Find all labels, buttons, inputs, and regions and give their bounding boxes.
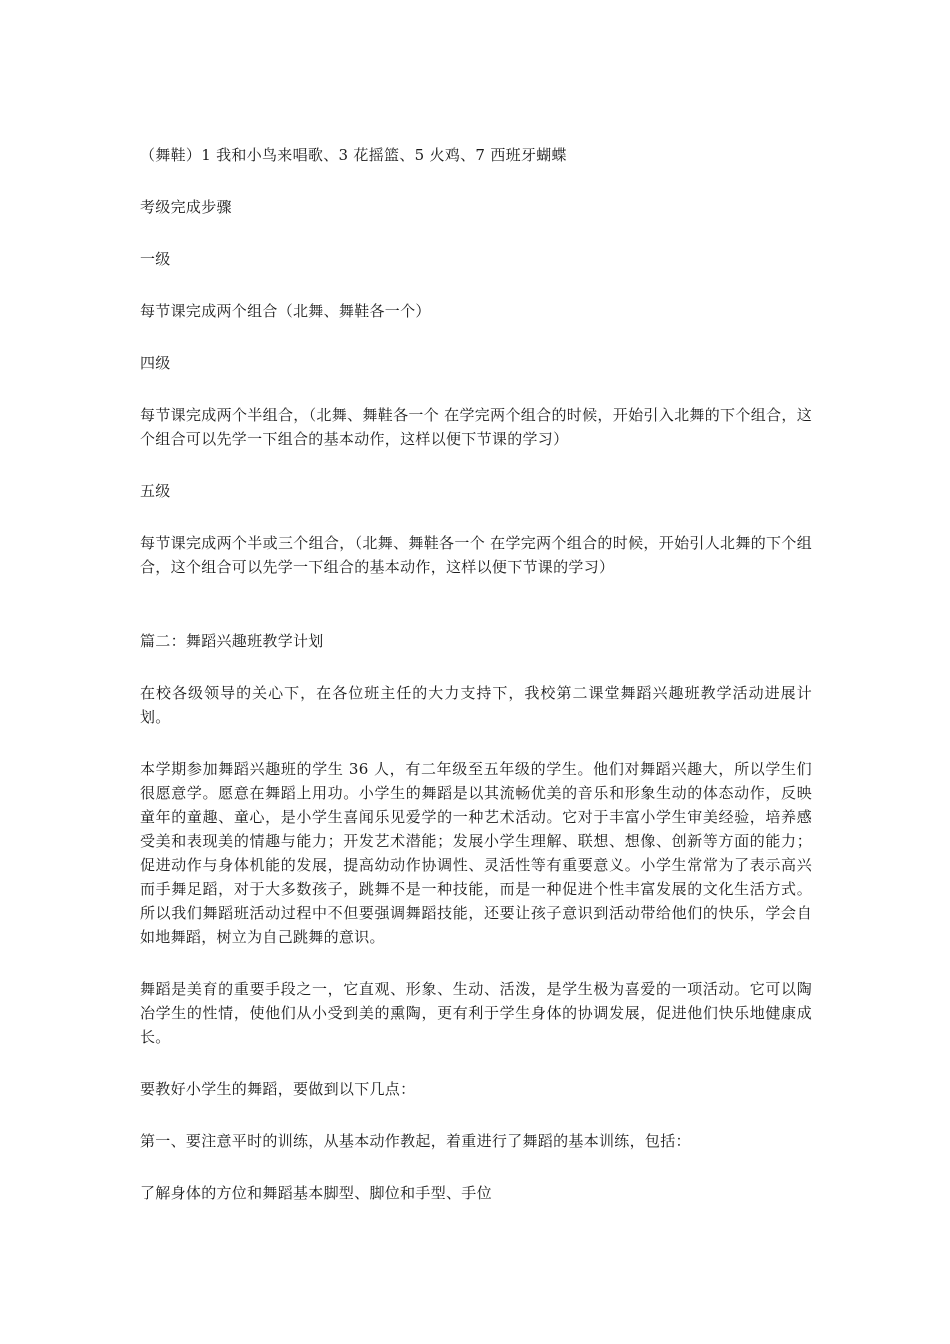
document-body xyxy=(140,143,812,1233)
paragraph-intro: 在校各级领导的关心下，在各位班主任的大力支持下，我校第二课堂舞蹈兴趣班教学活动进展计划。 xyxy=(140,684,812,726)
heading-level-4: 四级 xyxy=(140,354,171,372)
section-title-part-2: 篇二：舞蹈兴趣班教学计划 xyxy=(140,632,324,650)
paragraph-shoe-dances: （舞鞋）1 我和小鸟来唱歌、3 花摇篮、5 火鸡、7 西班牙蝴蝶 xyxy=(140,146,567,164)
heading-level-5: 五级 xyxy=(140,482,171,500)
heading-exam-steps: 考级完成步骤 xyxy=(140,198,232,216)
paragraph-body-positions: 了解身体的方位和舞蹈基本脚型、脚位和手型、手位 xyxy=(140,1184,492,1202)
paragraph-level-4: 每节课完成两个半组合，（北舞、舞鞋各一个 在学完两个组合的时候，开始引入北舞的下个组合，这个组合可以先学一下组合的基本动作，这样以便下节课的学习） xyxy=(140,406,812,448)
paragraph-level-5: 每节课完成两个半或三个组合，（北舞、舞鞋各一个 在学完两个组合的时候，开始引人北舞的下个组合，这个组合可以先学一下组合的基本动作，这样以便下节课的学习） xyxy=(140,534,812,576)
paragraph-key-points: 要教好小学生的舞蹈，要做到以下几点： xyxy=(140,1080,416,1098)
paragraph-students: 本学期参加舞蹈兴趣班的学生 36 人，有二年级至五年级的学生。他们对舞蹈兴趣大，所以学生们很愿意学。愿意在舞蹈上用功。小学生的舞蹈是以其流畅优美的音乐和形象生动的体态动作，反映童年的童趣、童心，是小学生喜闻乐见爱学的一种艺术活动。它对于丰富小学生审美经验，培养感受美和表现美的情趣与能力；开发艺术潜能；发展小学生理解、联想、想像、创新等方面的能力；促进动作与身体机能的发展，提高幼动作协调性、灵活性等有重要意义。小学生常常为了表示高兴而手舞足蹈，对于大多数孩子，跳舞不是一种技能，而是一种促进个性丰富发展的文化生活方式。所以我们舞蹈班活动过程中不但要强调舞蹈技能，还要让孩子意识到活动带给他们的快乐，学会自如地舞蹈，树立为自己跳舞的意识。 xyxy=(140,760,812,946)
paragraph-first-point: 第一、要注意平时的训练，从基本动作教起，着重进行了舞蹈的基本训练，包括： xyxy=(140,1132,691,1150)
heading-level-1: 一级 xyxy=(140,250,171,268)
paragraph-level-1: 每节课完成两个组合（北舞、舞鞋各一个） xyxy=(140,302,431,320)
paragraph-dance-education: 舞蹈是美育的重要手段之一，它直观、形象、生动、活泼，是学生极为喜爱的一项活动。它可以陶冶学生的性情，使他们从小受到美的熏陶，更有利于学生身体的协调发展，促进他们快乐地健康成长。 xyxy=(140,980,812,1046)
